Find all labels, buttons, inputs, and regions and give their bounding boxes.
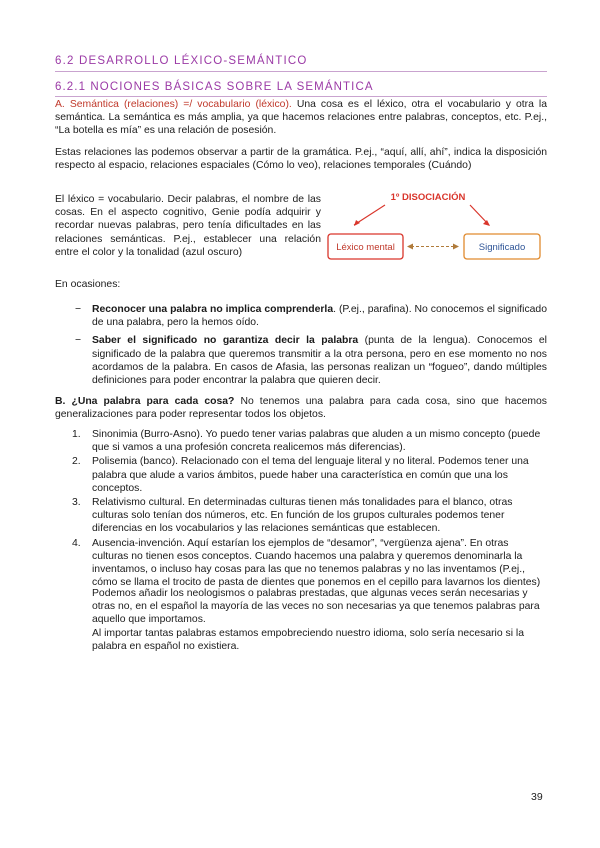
bullet-dash: − [75,335,82,347]
paragraph-neologismos: Podemos añadir los neologismos o palabras prestadas, que algunas veces serán necesarias y otras no, en el español la mayoría de las veces no son necesarias ya que tenemos palabras para aquello que importamos. [92,588,540,626]
dashed-arrow-right-head [453,244,459,250]
list-item [55,537,547,590]
dashed-arrow-left-head [407,244,413,250]
dissociation-diagram [325,188,550,268]
section-title: 6.2 DESARROLLO LÉXICO-SEMÁNTICO [55,55,547,72]
ocasiones-label: En ocasiones: [55,279,121,290]
paragraph-a-text: Una cosa es el léxico, otra el vocabulario y otra la semántica. La semántica es más amplia, ya que hacemos relaciones entre palabras, conceptos, etc. P.ej., “La botella es mía” es una relación de posesión. [55,99,547,137]
paragraph-relations: Estas relaciones las podemos observar a partir de la gramática. P.ej., “aquí, allí, ahí”, indica la disposición respecto al espacio, relaciones espaciales (Cómo lo veo), relaciones temporales (Cuándo) [55,147,547,172]
item-number: 2. [72,456,81,468]
significado-label: Significado [478,242,526,253]
paragraph-a [55,98,547,138]
paragraph-b-heading: B. ¿Una palabra para cada cosa? [55,396,235,407]
page-number: 39 [531,791,543,803]
item-text: Ausencia-invención. Aquí estarían los ejemplos de “desamor”, “vergüenza ajena”. En otras culturas no tienen esos conceptos. Cuando hacemos una palabra y queremos denominarla la inventamos, o incluso hay cosas para las que no tenemos palabras y no las inventamos (P.ej., cómo se llama el trocito de pasta de dientes que ponemos en el cepillo para lavarnos los dientes) [92,537,541,589]
diagram-title: 1º DISOCIACIÓN [390,192,466,203]
item-text: Sinonimia (Burro-Asno). Yo puedo tener varias palabras que aluden a un mismo concepto (puede que si vamos a una profesión concreta realicemos más diferencias). [92,429,541,454]
list-item [55,455,547,495]
numbered-list [55,428,547,590]
paragraph-a-heading: A. Semántica (relaciones) =/ vocabulario (léxico). [55,99,292,110]
bullet-dash: − [75,304,82,315]
paragraph-lexico: El léxico = vocabulario. Decir palabras, el nombre de las cosas. En el aspecto cognitivo, Genie podía adquirir y recordar nuevas palabras, pero tenía dificultades en las relaciones semánticas. P.ej., establecer una relación entre el color y la tonalidad (azul oscuro) [55,194,321,258]
bullet-text: (punta de la lengua). Conocemos el significado de la palabra que queremos transmitir a la otra persona, pero en ese momento no nos acordamos de la palabra. En casos de Afasia, las personas realizan un “fogueo”, dando múltiples definiciones para poder encontrar la palabra que quieren decir. [92,335,547,387]
paragraph-importar: Al importar tantas palabras estamos empobreciendo nuestro idioma, solo sería necesario si la palabra en español no existiera. [92,628,525,653]
item-number: 4. [72,537,81,549]
item-number: 1. [72,429,81,440]
list-item [55,496,547,536]
arrow-left-head [354,220,360,226]
item-text: Polisemia (banco). Relacionado con el tema del lenguaje literal y no literal. Podemos tener una palabra que alude a varios ámbitos, puede haber una característica en común que una los conceptos. [92,456,529,494]
paragraph-b [55,395,547,421]
list-item [55,428,547,454]
item-text: Relativismo cultural. En determinadas culturas tienen más tonalidades para el blanco, otras culturas solo tenían dos números, etc. En función de los grupos culturales podemos tener diferencias en los vocabularios y las relaciones semánticas que establecen. [92,497,513,535]
list-item [55,334,547,387]
paragraph-b-text: No tenemos una palabra para cada cosa, sino que hacemos generalizaciones para poder representar todos los objetos. [55,396,547,421]
bullet-bold: Reconocer una palabra no implica comprenderla [92,304,334,315]
subsection-title: 6.2.1 NOCIONES BÁSICAS SOBRE LA SEMÁNTICA [55,81,547,97]
item-number: 3. [72,497,81,509]
arrow-right-head [483,220,490,226]
bullet-text: . (P.ej., parafina). No conocemos el significado de una palabra, pero la hemos oído. [92,304,547,329]
list-item [55,303,547,329]
ocasiones-list [55,303,547,392]
bullet-bold: Saber el significado no garantiza decir la palabra [92,335,359,347]
lexico-mental-label: Léxico mental [336,242,395,253]
